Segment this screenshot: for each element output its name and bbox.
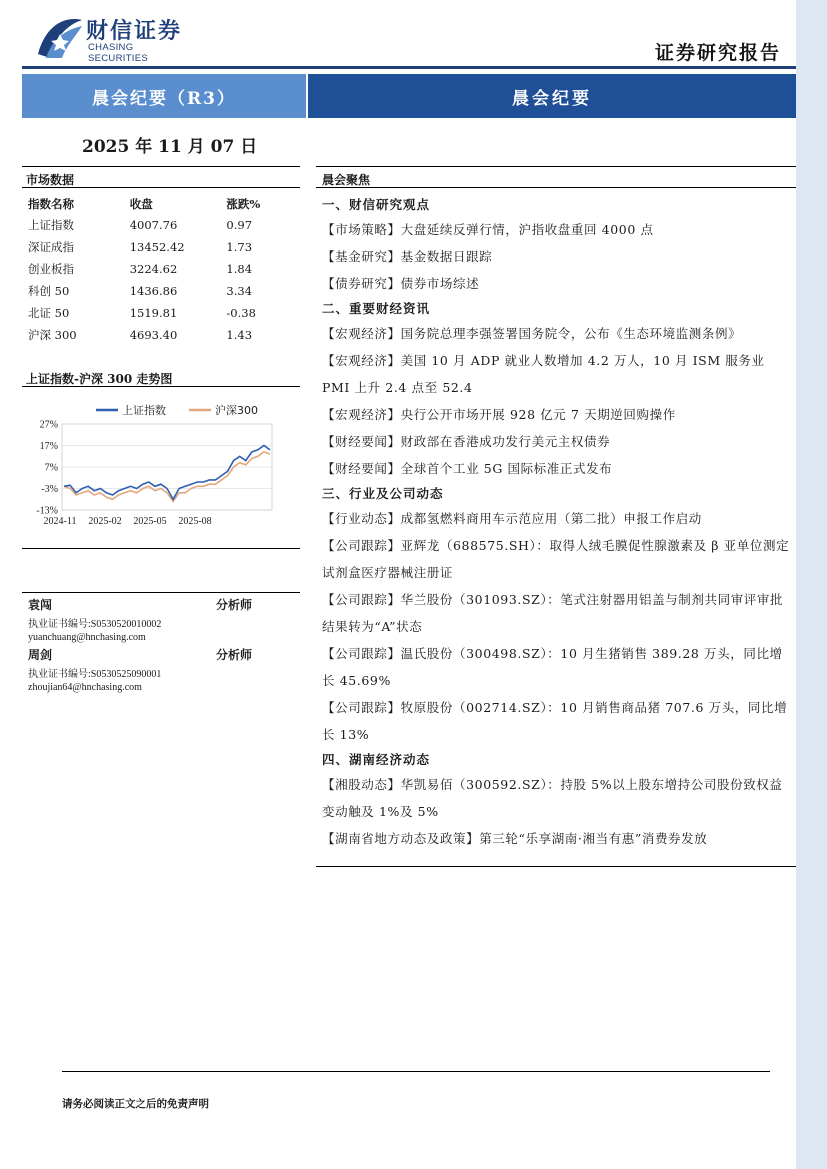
col-close: 收盘 (129, 197, 153, 211)
index-name-cell: 沪深 300 (28, 328, 77, 342)
report-date: 2025 年 11 月 07 日 (82, 137, 258, 157)
focus-section-heading: 二、重要财经资讯 (322, 301, 431, 316)
market-row (28, 302, 300, 324)
x-tick-label: 2025-05 (133, 516, 167, 527)
x-tick-label: 2024-11 (43, 516, 77, 527)
change-cell: 1.73 (226, 240, 253, 254)
market-data-rule (22, 187, 300, 188)
footer-rule (62, 1071, 770, 1072)
market-table (28, 194, 300, 346)
focus-news-item[interactable]: 【宏观经济】国务院总理李强签署国务院令，公布《生态环境监测条例》 (322, 326, 742, 341)
y-tick-label: -3% (41, 484, 58, 495)
col-change: 涨跌% (226, 197, 261, 211)
focus-news-item[interactable]: 【公司跟踪】牧原股份（002714.SZ）：10 月销售商品猪 707.6 万头，同比增长 13% (322, 700, 788, 742)
side-strip (796, 0, 827, 1169)
report-category-band: 晨会纪要 (308, 74, 796, 118)
index-name-cell: 创业板指 (28, 262, 74, 276)
change-cell: -0.38 (226, 306, 256, 320)
chart-bottom-rule (22, 548, 300, 549)
change-cell: 3.34 (226, 284, 253, 298)
logo-emblem-icon (36, 14, 86, 60)
focus-news-item[interactable]: 【债券研究】债券市场综述 (322, 276, 480, 291)
y-tick-label: 17% (39, 441, 58, 452)
focus-news-item[interactable]: 【公司跟踪】华兰股份（301093.SZ）：笔式注射器用铝盖与制剂共同审评审批结果转为“A”状态 (322, 592, 784, 634)
focus-news-item[interactable]: 【公司跟踪】亚辉龙（688575.SH）：取得人绒毛膜促性腺激素及 β 亚单位测定试剂盒医疗器械注册证 (322, 538, 790, 580)
chart-svg (22, 398, 300, 538)
disclaimer-note: 请务必阅读正文之后的免责声明 (62, 1098, 209, 1110)
focus-title-rule (316, 187, 796, 188)
close-cell: 13452.42 (129, 240, 185, 254)
focus-news-item[interactable]: 【湖南省地方动态及政策】第三轮“乐享湖南·湘当有惠”消费券发放 (322, 831, 708, 846)
analyst-block-2 (28, 646, 253, 693)
index-name-cell: 北证 50 (28, 306, 70, 320)
header-rule (22, 66, 796, 69)
focus-content (322, 194, 792, 852)
analyst-cert: 执业证书编号:S0530520010002 (28, 619, 162, 630)
analyst-block-1 (28, 596, 253, 643)
market-row (28, 324, 300, 346)
close-cell: 4007.76 (129, 218, 178, 232)
focus-news-item[interactable]: 【财经要闻】财政部在香港成功发行美元主权债券 (322, 434, 611, 449)
change-cell: 1.43 (226, 328, 253, 342)
chart-title-rule (22, 386, 300, 387)
series-line-sh-index (64, 446, 270, 500)
report-type: 证券研究报告 (654, 42, 781, 64)
focus-section-heading: 四、湖南经济动态 (322, 752, 431, 767)
analyst-name: 周剑 (28, 648, 53, 662)
focus-news-item[interactable]: 【宏观经济】央行公开市场开展 928 亿元 7 天期逆回购操作 (322, 407, 676, 422)
market-row (28, 280, 300, 302)
legend-label: 沪深300 (215, 404, 258, 417)
chart-header (22, 366, 300, 390)
close-cell: 4693.40 (129, 328, 178, 342)
logo-text-en: CHASING SECURITIES (88, 42, 149, 64)
analyst-top-rule (22, 592, 300, 593)
close-cell: 3224.62 (129, 262, 178, 276)
report-title-band: 晨会纪要（R3） (22, 74, 306, 118)
focus-section-heading: 三、行业及公司动态 (322, 486, 444, 501)
analyst-title: 分析师 (216, 648, 253, 662)
focus-news-item[interactable]: 【宏观经济】美国 10 月 ADP 就业人数增加 4.2 万人，10 月 ISM 服务业 PMI 上升 2.4 点至 52.4 (322, 353, 765, 395)
series-line-hs300 (64, 452, 270, 502)
logo-text-cn: 财信证券 (86, 19, 183, 44)
y-tick-label: -13% (36, 505, 58, 517)
index-name-cell: 科创 50 (28, 284, 70, 298)
market-row (28, 214, 300, 236)
company-logo (36, 14, 196, 64)
market-row (28, 258, 300, 280)
index-trend-chart (22, 398, 300, 538)
legend-label: 上证指数 (122, 404, 166, 417)
x-tick-label: 2025-02 (88, 516, 122, 527)
market-data-header (22, 166, 300, 191)
analyst-email[interactable]: zhoujian64@hnchasing.com (28, 682, 142, 693)
y-tick-label: 7% (44, 462, 58, 474)
change-cell: 1.84 (226, 262, 253, 276)
analyst-email[interactable]: yuanchuang@hnchasing.com (28, 632, 146, 643)
market-table-header (28, 194, 300, 214)
focus-title: 晨会聚焦 (322, 173, 371, 187)
change-cell: 0.97 (226, 218, 253, 232)
y-tick-label: 27% (39, 419, 58, 431)
analyst-name: 袁闯 (28, 598, 53, 612)
analyst-title: 分析师 (216, 598, 253, 612)
focus-news-item[interactable]: 【湘股动态】华凯易佰（300592.SZ）：持股 5%以上股东增持公司股份致权益变动触及 1%及 5% (322, 777, 783, 819)
market-data-title: 市场数据 (26, 173, 75, 187)
index-name-cell: 深证成指 (28, 240, 74, 254)
index-name-cell: 上证指数 (28, 218, 74, 232)
focus-section-heading: 一、财信研究观点 (322, 197, 431, 212)
x-tick-label: 2025-08 (178, 516, 212, 527)
focus-news-item[interactable]: 【财经要闻】全球首个工业 5G 国际标准正式发布 (322, 461, 613, 476)
focus-bottom-rule (316, 866, 796, 867)
chart-title: 上证指数-沪深 300 走势图 (26, 372, 173, 386)
analyst-cert: 执业证书编号:S0530525090001 (28, 669, 162, 680)
col-index-name: 指数名称 (28, 197, 74, 211)
focus-news-item[interactable]: 【行业动态】成都氢燃料商用车示范应用（第二批）申报工作启动 (322, 511, 702, 526)
close-cell: 1436.86 (129, 284, 178, 298)
focus-news-item[interactable]: 【市场策略】大盘延续反弹行情，沪指收盘重回 4000 点 (322, 222, 654, 237)
market-row (28, 236, 300, 258)
focus-news-item[interactable]: 【基金研究】基金数据日跟踪 (322, 249, 493, 264)
focus-news-item[interactable]: 【公司跟踪】温氏股份（300498.SZ）：10 月生猪销售 389.28 万头，同比增长 45.69% (322, 646, 783, 688)
focus-header (316, 166, 796, 191)
close-cell: 1519.81 (129, 306, 178, 320)
